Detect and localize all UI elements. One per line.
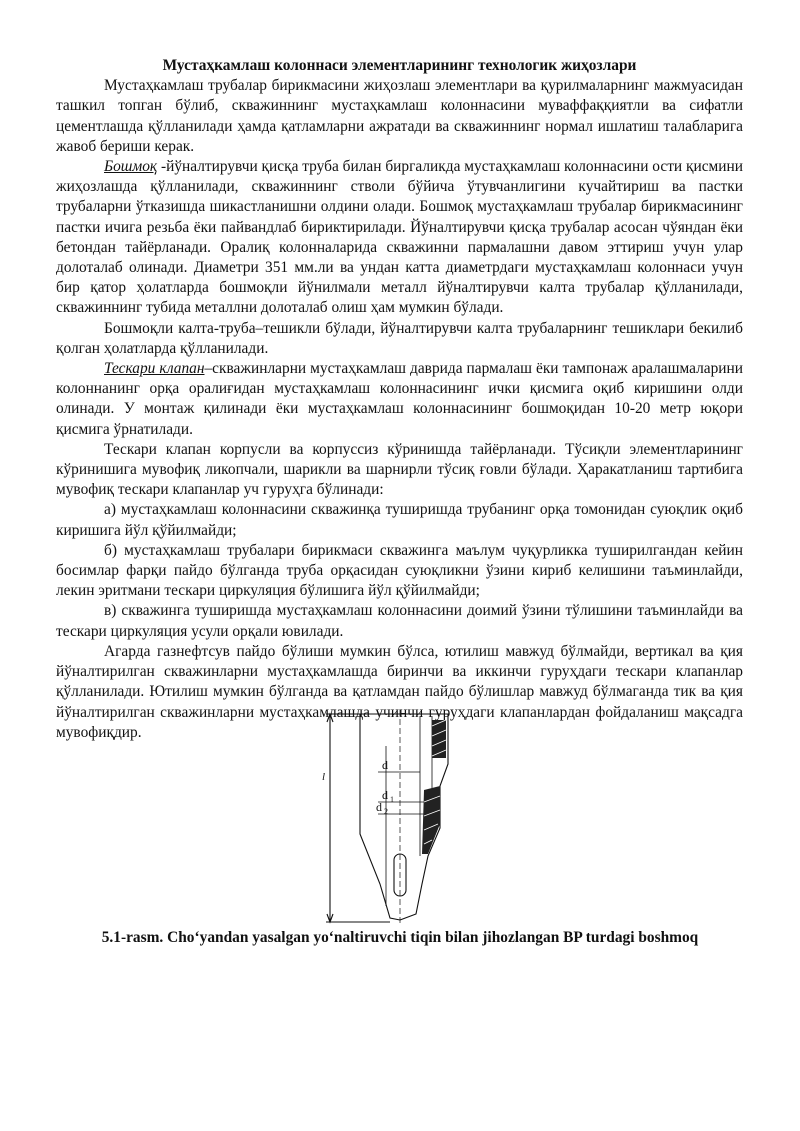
list-item-a: а) мустаҳкамлаш колоннасини скважинқа туширишда трубанинг орқа томонидан суюқлик оқиб киришига йўл қўйилмайди; [56,501,743,539]
label-d1-sub: 1 [390,795,394,804]
paragraph-klapan [56,359,743,440]
paragraph-intro: Мустаҳкамлаш трубалар бирикмасини жиҳозлаш элементлари ва қурилмаларнинг мажмуасидан ташкил топган бўлиб, скважиннинг мустаҳкамлаш колоннасини муваффаққиятли ва сифатли цементлашда қўлланилади ҳамда қатламларни ажратади ва скважиннинг нормал ишлатиш талабларига жавоб бериши керак. [56,77,743,155]
document-body [56,56,743,743]
boshmoq-drawing-svg [320,706,460,926]
label-d: d [382,758,388,772]
paragraph-conclusion: Агарда газнефтсув пайдо бўлиши мумкин бўлса, ютилиш мавжуд бўлмайди, вертикал ва қия йўналтирилган скважинларни мустаҳкамлашда биринчи ва иккинчи гуруҳдаги тескари клапанлар қўлланилади. Ютилиш мумкин бўлганда ва қатламдан пайдо бўлишлар мавжуд бўлмаганда тик ва қия йўналтирилган скважинларни мустаҳкамлашда учинчи гуруҳдаги клапанлардан фойдаланиш мақсадга мувофиқдир. [56,642,743,741]
boshmoq-drawing [320,706,460,926]
term-boshmoq: Бошмоқ [104,158,158,176]
label-d2-sub: 2 [384,807,388,816]
paragraph-teshikli: Бошмоқли калта-труба–тешикли бўлади, йўналтирувчи калта трубаларнинг тешиклари бекилиб қолган ҳолатларда қўлланилади. [56,319,743,357]
term-teskari-klapan: Тескари клапан [104,360,205,378]
label-d1: d [382,788,388,802]
list-item-b: б) мустаҳкамлаш трубалари бирикмаси скважинга маълум чуқурликка туширилгандан кейин босимлар фарқи пайдо бўлганда труба орқасидан суюқликни ўзини кириб келишини таъминлайди, лекин эритмани тескари циркуляция бўлишига йўл қўйилмайди; [56,541,743,600]
paragraph-klapan-text: –скважинларни мустаҳкамлаш даврида пармалаш ёки тампонаж аралашмаларини колоннанинг орқа оралиғидан мустаҳкамлаш колоннасининг ички қисмига оқиб киришини олди олинади. У монтаж қилинади ёки мустаҳкамлаш колоннасининг бошмоқидан 10-20 метр юқори қисмига ўрнатилади. [56,360,744,438]
figure-caption: 5.1-rasm. Cho‘yandan yasalgan yo‘naltiruvchi tiqin bilan jihozlangan BP turdagi boshmoq [101,929,699,946]
label-l: l [322,771,326,783]
paragraph-klapan-types: Тескари клапан корпусли ва корпуссиз кўринишда тайёрланади. Тўсиқли элементларининг кўринишига мувофиқ ликопчали, шарикли ва шарнирли тўсиқ ғовли бўлади. Ҳаракатланиш тартибига мувофиқ тескари клапанлар уч гуруҳга бўлинади: [56,440,743,499]
paragraph-boshmoq-text: -йўналтирувчи қисқа труба билан биргаликда мустаҳкамлаш колоннасини ости қисмини жиҳозлашда қўлланилади, скважиннинг стволи бўйича ўтувчанлигини кучайтириш ва пастки трубаларни ўтказишда шикастланишни олдини олади. Бошмоқ мустаҳкамлаш трубалар бирикмасининг пастки ичига резьба ёки пайвандлаб бириктирилади. Йўналтирувчи қисқа трубалар асосан чўяндан ёки бетондан тайёрланади. Оралиқ колонналарида скважинни пармалашни давом эттириш учун улар долоталаб олинади. Диаметри 351 мм.ли ва ундан катта диаметрдаги мустаҳкамлаш колоннаси учун бир қатор ҳолатларда бошмоқли йўнилмали металл йўналтирувчи калта трубалар қўлланилади, скважиннинг тубида металлни долоталаб олиш ҳам мумкин бўлади. [56,158,743,317]
paragraph-boshmoq [56,157,743,319]
page-title: Мустаҳкамлаш колоннаси элементларининг технологик жиҳозлари [162,57,637,74]
list-item-v: в) скважинга туширишда мустаҳкамлаш колоннасини доимий ўзини тўлишини таъминлайди ва тескари циркуляция усули орқали ювилади. [56,602,743,640]
label-d2: d [376,800,382,814]
